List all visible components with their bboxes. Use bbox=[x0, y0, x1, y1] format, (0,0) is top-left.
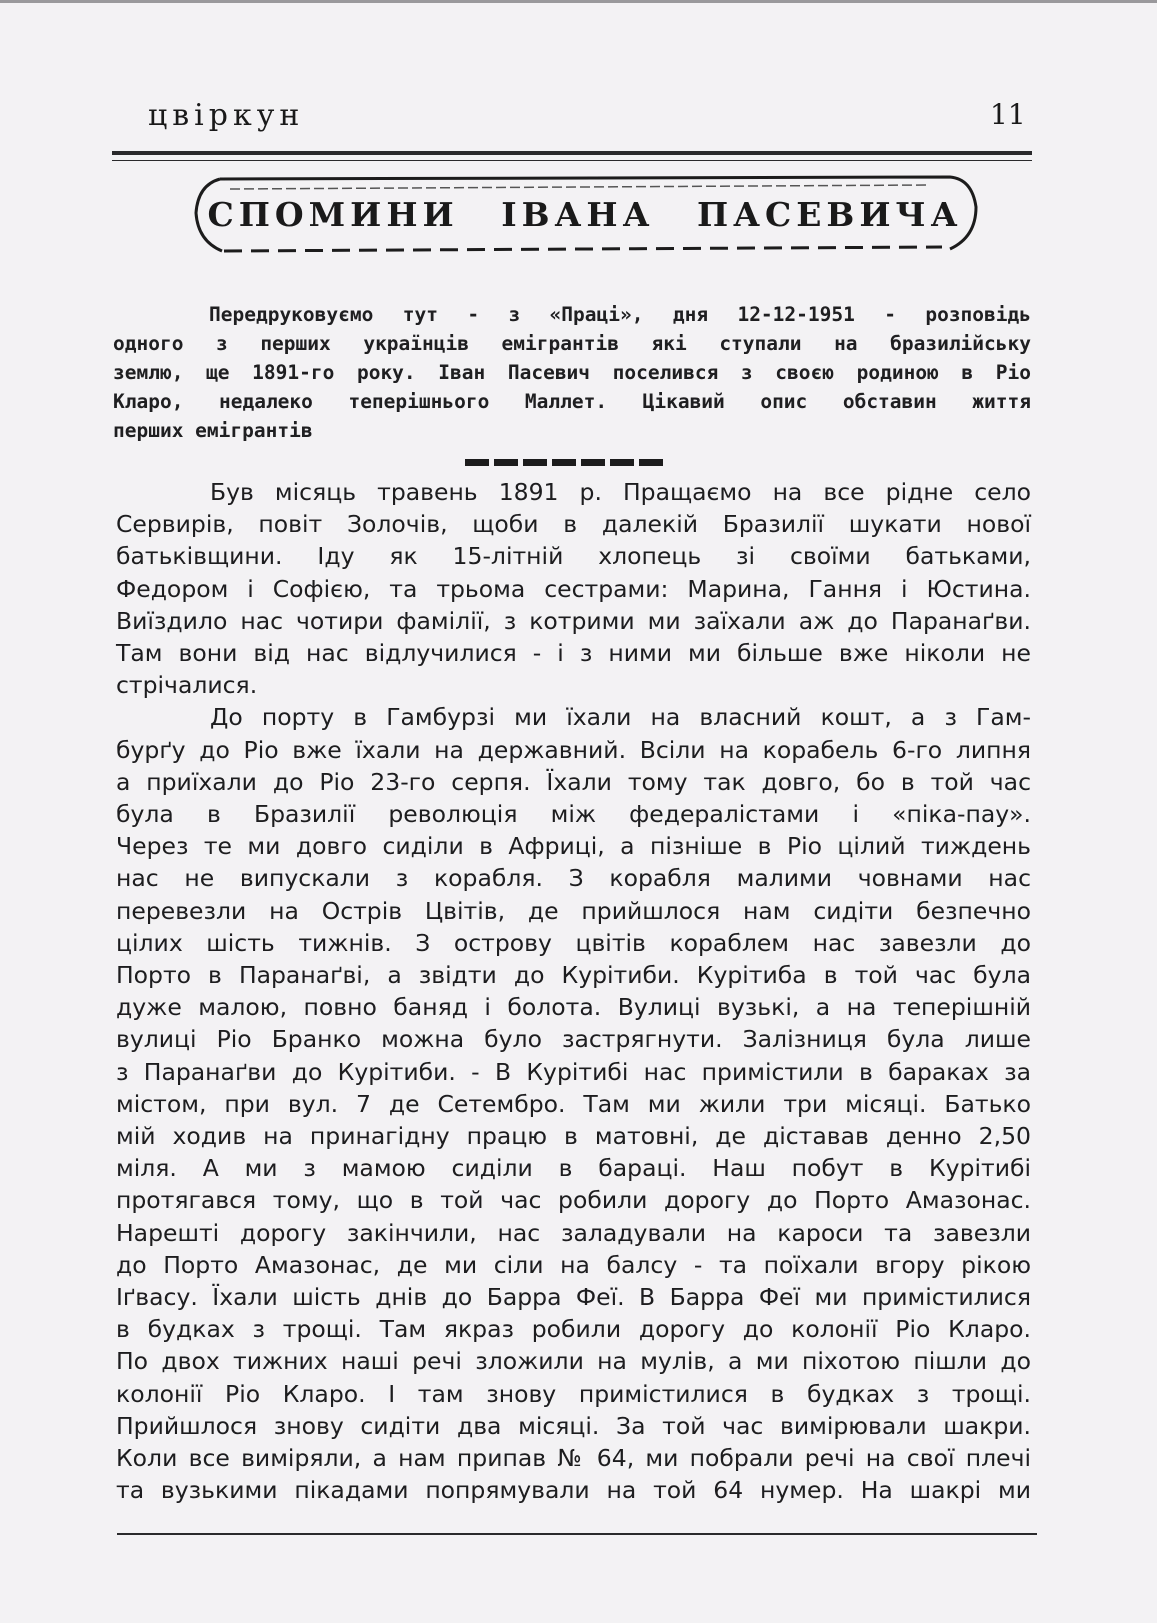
body-line: По двох тижних наші речі зложили на мулів, а ми піхотою пішли до bbox=[116, 1347, 1031, 1376]
body-line: містом, при вул. 7 де Сетембро. Там ми жили три місяці. Батько bbox=[116, 1089, 1031, 1118]
body-line: та вузькими пікадами попрямували на той 64 нумер. На шакрі ми bbox=[116, 1476, 1031, 1505]
body-line: а приїхали до Ріо 23-го серпя. Їхали тому так довго, бо в той час bbox=[116, 767, 1031, 796]
divider-dash bbox=[639, 459, 663, 466]
body-line: батьківщини. Іду як 15-літній хлопець зі своїми батьками, bbox=[116, 542, 1031, 571]
body-line: Нарешті дорогу закінчили, нас заладували на кароси та завезли bbox=[116, 1218, 1031, 1247]
intro-paragraph bbox=[113, 300, 1031, 445]
body-line: Прийшлося знову сидіти два місяці. За той час вимірювали шакри. bbox=[116, 1411, 1031, 1440]
body-line: до Порто Амазонас, де ми сіли на балсу - та поїхали вгору рікою bbox=[116, 1250, 1031, 1279]
intro-line: перших емігрантів bbox=[113, 419, 313, 442]
body-line: Там вони від нас відлучилися - і з ними ми більше вже ніколи не bbox=[116, 639, 1031, 668]
intro-line: Кларо, недалеко теперішнього Маллет. Цікавий опис обставин життя bbox=[113, 390, 1031, 413]
body-line: була в Бразилії революція між федералістами і «піка-пау». bbox=[116, 800, 1031, 829]
body-line: мій ходив на принагідну працю в матовні, де діставав денно 2,50 bbox=[116, 1122, 1031, 1151]
body-line: перевезли на Острів Цвітів, де прийшлося нам сидіти безпечно bbox=[116, 896, 1031, 925]
footer-rule bbox=[117, 1533, 1037, 1535]
body-line: дуже малою, повно баняд і болота. Вулиці вузькі, а на теперішній bbox=[116, 993, 1031, 1022]
divider-dash bbox=[581, 459, 605, 466]
body-line: Порто в Паранаґві, а звідти до Курітиби. Курітиба в той час була bbox=[116, 961, 1031, 990]
intro-line: землю, ще 1891-го року. Іван Пасевич поселився з своєю родиною в Ріо bbox=[113, 361, 1031, 384]
header-rule bbox=[112, 151, 1032, 155]
divider-dash bbox=[552, 459, 576, 466]
page-top-edge bbox=[0, 0, 1157, 3]
page-number: 11 bbox=[990, 98, 1026, 131]
body-line: Сервирів, повіт Золочів, щоби в далекій Бразилії шукати нової bbox=[116, 510, 1031, 539]
article-body bbox=[116, 476, 1031, 1507]
body-line: бурґу до Ріо вже їхали на державний. Всіли на корабель 6-го липня bbox=[116, 735, 1031, 764]
body-line: Коли все виміряли, а нам припав № 64, ми побрали речі на свої плечі bbox=[116, 1444, 1031, 1473]
divider-dash bbox=[494, 459, 518, 466]
body-line: міля. А ми з мамою сиділи в бараці. Наш побут в Курітибі bbox=[116, 1154, 1031, 1183]
body-line: цілих шість тижнів. З острову цвітів кораблем нас завезли до bbox=[116, 928, 1031, 957]
body-line: нас не випускали з корабля. З корабля малими човнами нас bbox=[116, 864, 1031, 893]
body-line: Іґвасу. Їхали шість днів до Барра Феї. В Барра Феї ми примістилися bbox=[116, 1283, 1031, 1312]
article-title-frame bbox=[190, 167, 980, 267]
section-divider bbox=[465, 451, 670, 459]
intro-line: Передруковуємо тут - з «Праці», дня 12-12-1951 - розповідь bbox=[209, 303, 1031, 326]
body-line: колонії Ріо Кларо. І там знову примістилися в будках з трощі. bbox=[116, 1379, 1031, 1408]
divider-dash bbox=[465, 459, 489, 466]
body-line: Виїздило нас чотири фамілії, з котрими ми заїхали аж до Паранаґви. bbox=[116, 606, 1031, 635]
body-line: вулиці Ріо Бранко можна було застрягнути. Залізниця була лише bbox=[116, 1025, 1031, 1054]
intro-line: одного з перших українців емігрантів які ступали на бразилійську bbox=[113, 332, 1031, 355]
body-line: з Паранаґви до Курітиби. - В Курітибі нас примістили в бараках за bbox=[116, 1057, 1031, 1086]
body-line: Був місяць травень 1891 р. Пращаємо на все рідне село bbox=[210, 478, 1031, 506]
body-line: Через те ми довго сиділи в Африці, а пізніше в Ріо цілий тиждень bbox=[116, 832, 1031, 861]
body-line: в будках з трощі. Там якраз робили дорогу до колонії Ріо Кларо. bbox=[116, 1315, 1031, 1344]
body-line: Федором і Софією, та трьома сестрами: Марина, Гання і Юстина. bbox=[116, 574, 1031, 603]
body-line: стрічалися. bbox=[116, 671, 258, 700]
header-rule-thin bbox=[112, 160, 1032, 161]
body-line: протягався тому, що в той час робили дорогу до Порто Амазонас. bbox=[116, 1186, 1031, 1215]
divider-dash bbox=[523, 459, 547, 466]
running-title: цвіркун bbox=[148, 98, 305, 133]
article-title: СПОМИНИ ІВАНА ПАСЕВИЧА bbox=[207, 195, 963, 234]
body-line: До порту в Гамбурзі ми їхали на власний кошт, а з Гам- bbox=[210, 703, 1031, 732]
divider-dash bbox=[610, 459, 634, 466]
